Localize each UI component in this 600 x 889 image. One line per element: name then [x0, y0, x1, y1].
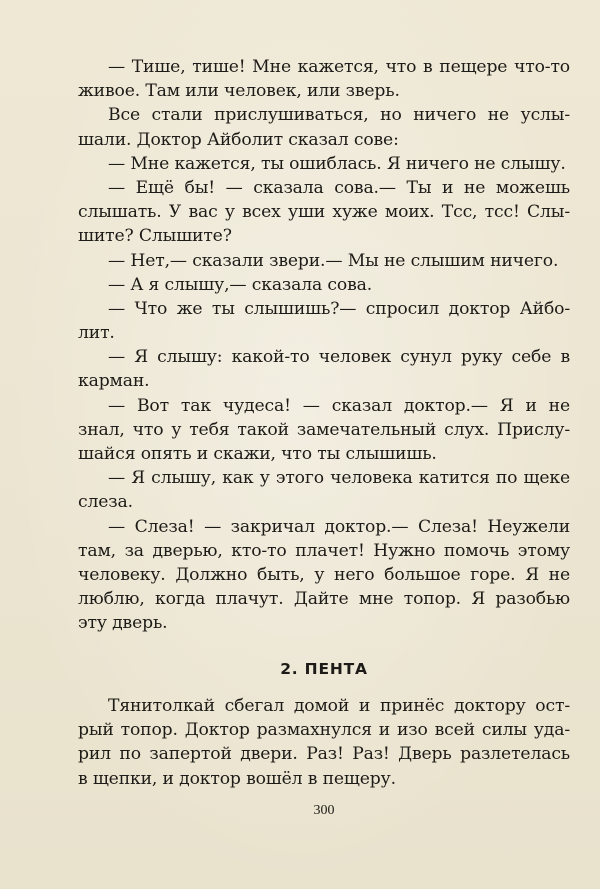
text-line: шите? Слышите?	[78, 226, 232, 247]
text-line: — Я слышу: какой-то человек сунул руку себе в	[108, 347, 570, 368]
text-line: — Мне кажется, ты ошиблась. Я ничего не слышу.	[108, 153, 566, 174]
text-line: в щепки, и доктор вошёл в пещеру.	[78, 768, 396, 789]
dialogue-text-block	[78, 55, 570, 636]
text-line: — А я слышу,— сказала сова.	[108, 274, 373, 295]
chapter-text-block	[78, 694, 570, 791]
text-line: — Что же ты слышишь?— спросил доктор Айбо-	[108, 298, 570, 319]
text-line: рил по запертой двери. Раз! Раз! Дверь разлетелась	[78, 744, 570, 765]
text-line: — Вот так чудеса! — сказал доктор.— Я и не	[108, 395, 570, 416]
text-line: лит.	[78, 323, 115, 344]
text-line: люблю, когда плачут. Дайте мне топор. Я разобью	[78, 589, 570, 610]
chapter-heading: 2. ПЕНТА	[280, 660, 368, 678]
text-line: — Я слышу, как у этого человека катится по щеке	[108, 468, 570, 489]
page-number: 300	[313, 803, 335, 818]
text-line: Тянитолкай сбегал домой и принёс доктору ост-	[108, 696, 570, 716]
text-line: там, за дверью, кто-то плачет! Нужно помочь этому	[78, 540, 570, 561]
text-line: — Ещё бы! — сказала сова.— Ты и не можешь	[108, 177, 570, 198]
text-line: человеку. Должно быть, у него большое горе. Я не	[78, 564, 570, 585]
text-line: — Нет,— сказали звери.— Мы не слышим ничего.	[108, 250, 559, 271]
text-line: рый топор. Доктор размахнулся и изо всей силы уда-	[78, 720, 570, 741]
text-line: шайся опять и скажи, что ты слышишь.	[78, 444, 437, 464]
text-line: знал, что у тебя такой замечательный слух. Прислу-	[78, 419, 570, 440]
text-line: слеза.	[78, 492, 133, 513]
text-line: слышать. У вас у всех уши хуже моих. Тсс, тсс! Слы-	[78, 202, 570, 223]
text-line: эту дверь.	[78, 613, 168, 634]
text-line: — Тише, тише! Мне кажется, что в пещере что-то	[108, 57, 570, 77]
text-line: Все стали прислушиваться, но ничего не услы-	[108, 105, 570, 126]
text-line: карман.	[78, 371, 150, 392]
text-line: — Слеза! — закричал доктор.— Слеза! Неужели	[108, 516, 570, 537]
text-line: шали. Доктор Айболит сказал сове:	[78, 129, 399, 150]
text-line: живое. Там или человек, или зверь.	[78, 81, 400, 102]
